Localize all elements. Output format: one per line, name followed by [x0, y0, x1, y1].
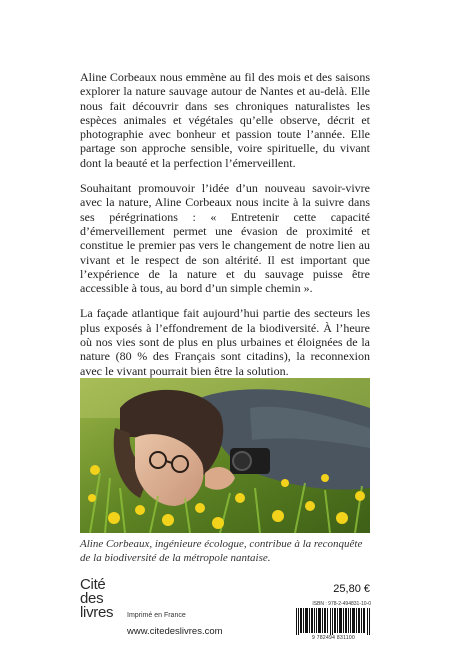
- logo-line-3: livres: [80, 604, 114, 621]
- price: 25,80 €: [333, 583, 370, 595]
- publisher-logo: [80, 578, 126, 620]
- logo-line-2: des: [80, 590, 104, 607]
- imprint-text: Imprimé en France: [127, 612, 186, 619]
- publisher-website: www.citedeslivres.com: [127, 626, 223, 637]
- back-cover-text: [80, 70, 370, 389]
- paragraph-3: La façade atlantique fait aujourd’hui partie des secteurs les plus exposés à l’effondrement de la biodiversité. À l’heure où nos vies sont de plus en plus urbaines et éloignées de la nature (80 % des Français sont citadins), la reconnexion avec le vivant pourrait bien être la solution.: [80, 306, 370, 378]
- author-photo-illustration: [80, 378, 370, 533]
- barcode-icon: [296, 608, 371, 635]
- author-photo: [80, 378, 370, 533]
- barcode-digits: 9 782494 831100: [311, 635, 356, 641]
- paragraph-2: Souhaitant promouvoir l’idée d’un nouveau savoir-vivre avec la nature, Aline Corbeaux nous incite à la suivre dans ses pérégrinations : « Entretenir cette capacité d’émerveillement permet une évasion de proximité et constitue le premier pas vers le changement de notre lien au vivant et le respect de son altérité. Il est important que l’expérience de la nature et du sauvage puisse être accessible à tous, au bord d’un simple chemin ».: [80, 181, 370, 296]
- logo-line-1: Cité: [80, 576, 106, 593]
- photo-caption: Aline Corbeaux, ingénieure écologue, contribue à la reconquête de la biodiversité de la métropole nantaise.: [80, 538, 363, 564]
- isbn-label: ISBN : 978-2-494831-10-0: [312, 601, 371, 607]
- paragraph-1: Aline Corbeaux nous emmène au fil des mois et des saisons explorer la nature sauvage autour de Nantes et au-delà. Elle nous fait découvrir dans ses chroniques naturalistes les espèces animales et végétales qu’elle observe, décrit et photographie avec bonheur et passion toute l’année. Elle partage son approche sensible, voire spirituelle, du vivant dont la beauté et la perfection l’émerveillent.: [80, 70, 370, 170]
